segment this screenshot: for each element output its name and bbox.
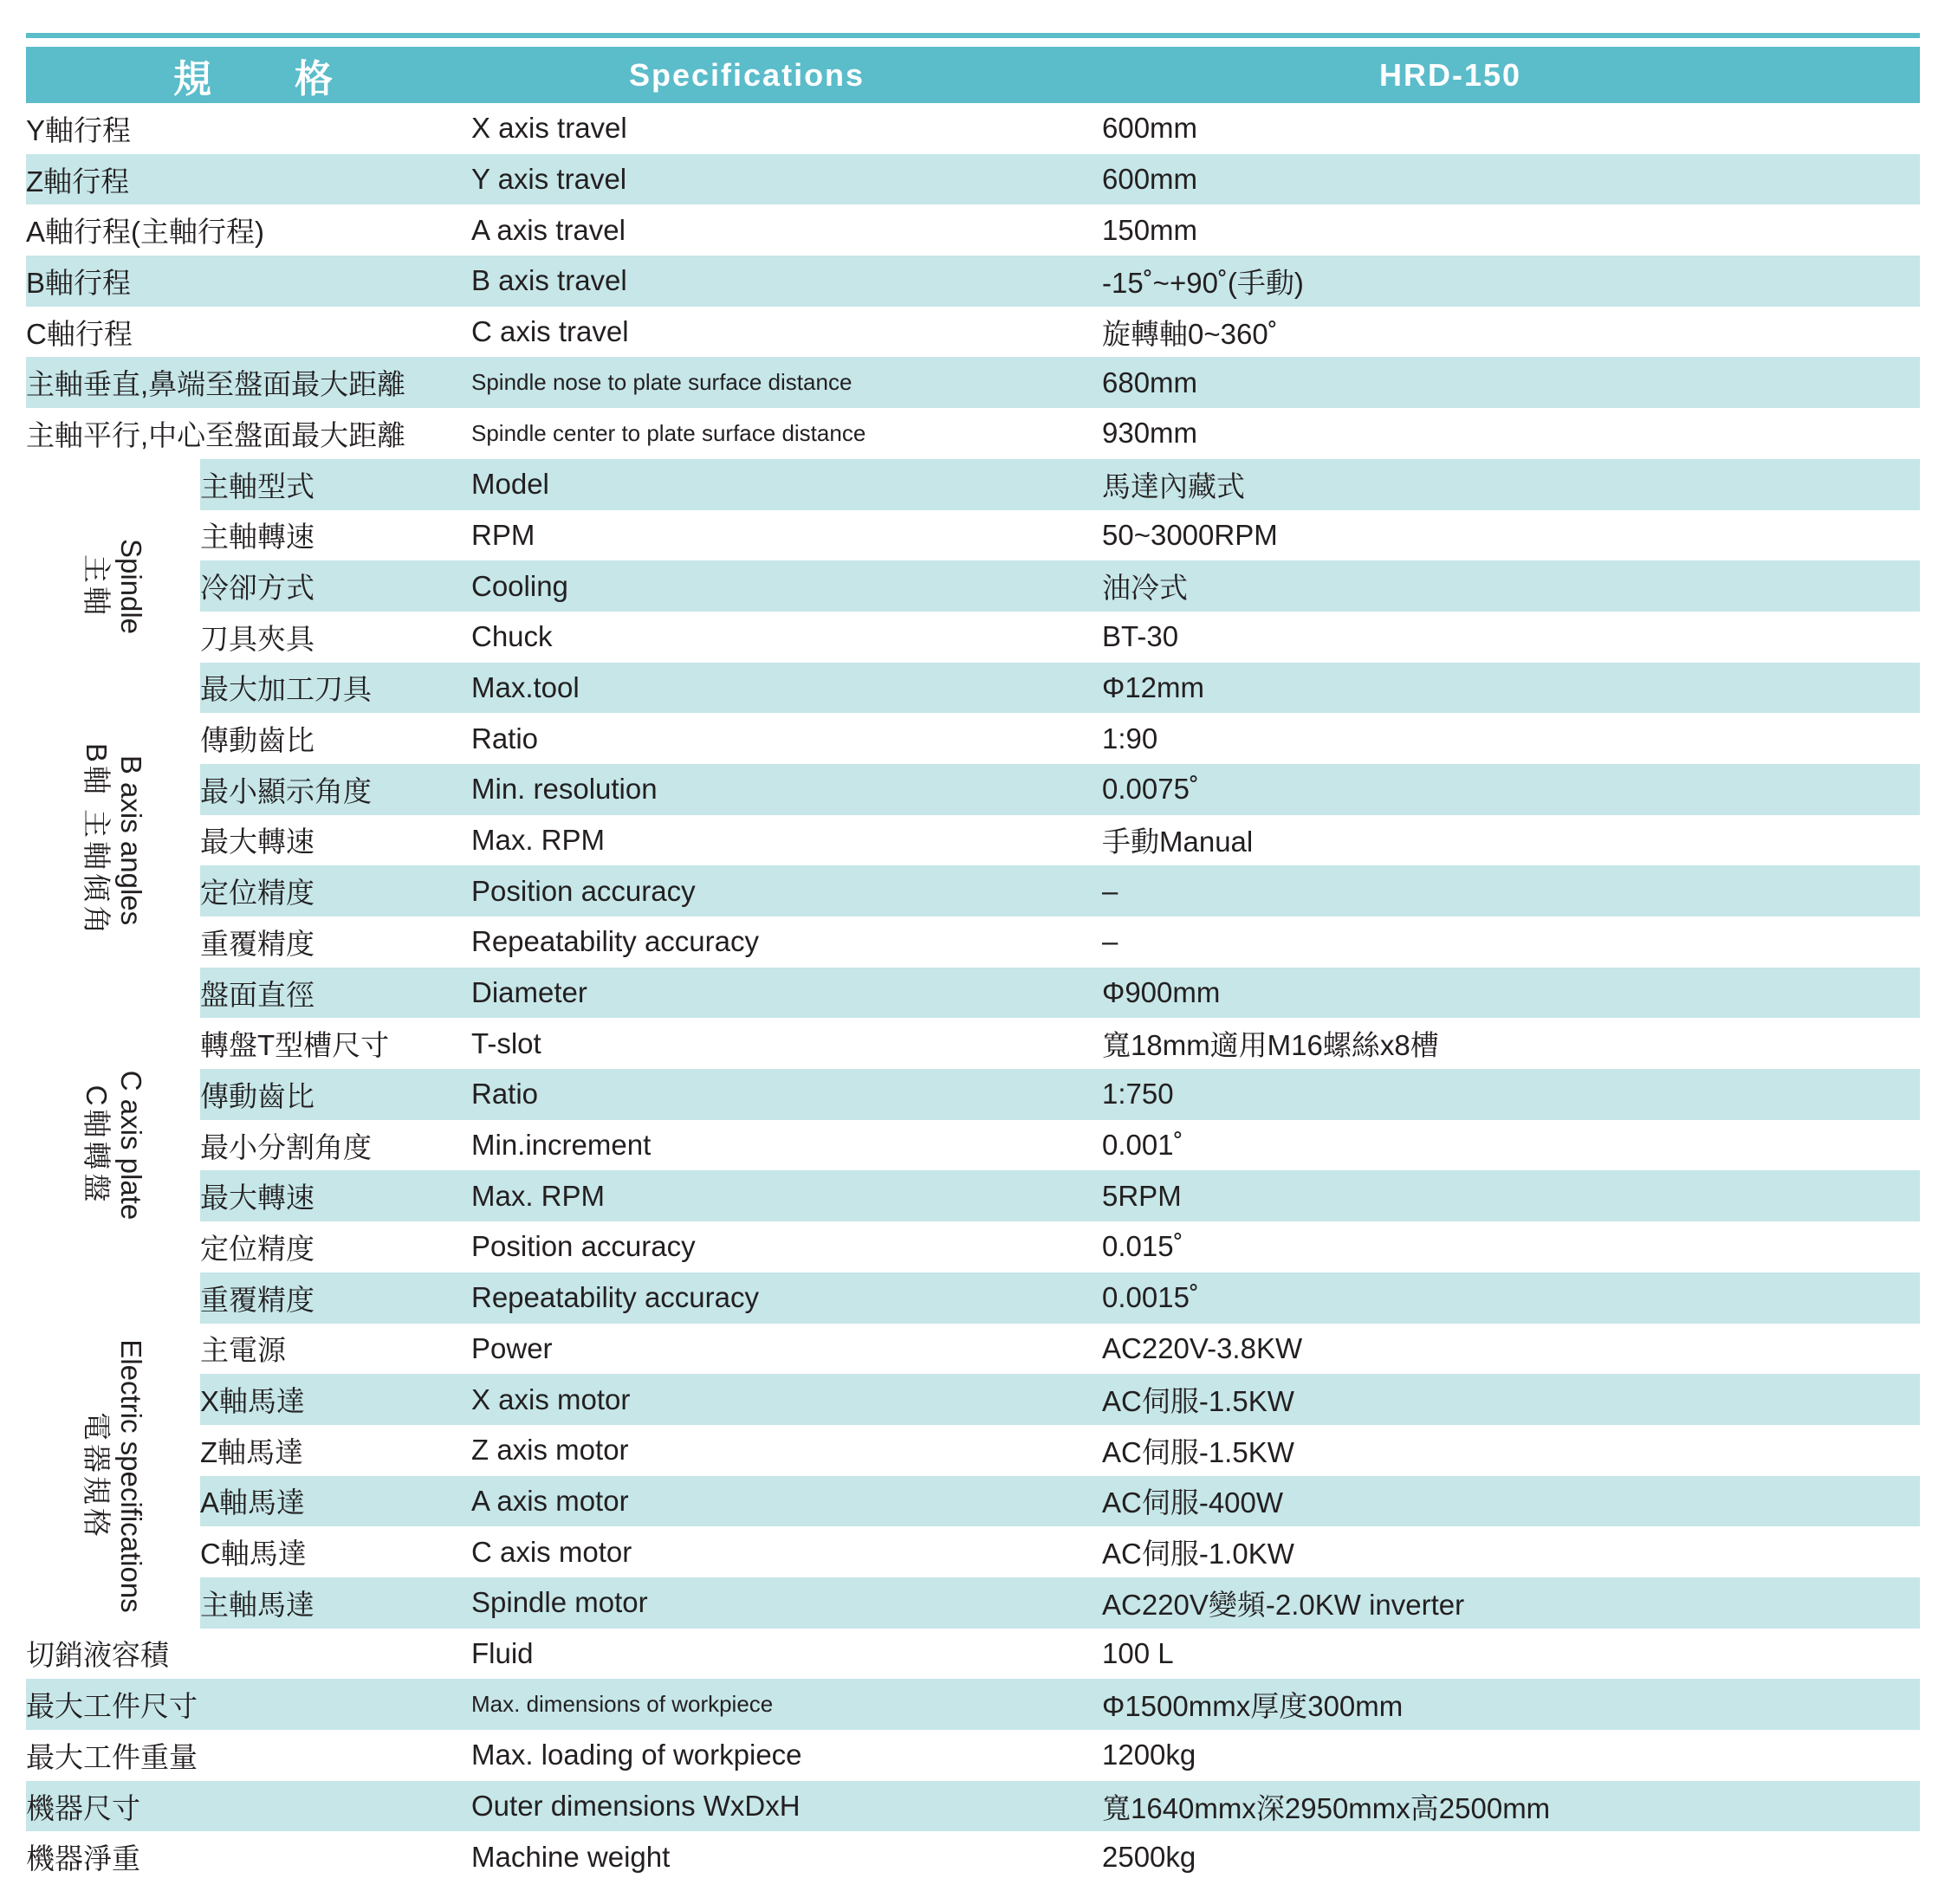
- spec-value: AC伺服-400W: [1102, 1476, 1920, 1527]
- spec-zh: 定位精度: [200, 1232, 314, 1265]
- spec-value: AC伺服-1.0KW: [1102, 1538, 1294, 1570]
- spec-zh: 冷卻方式: [200, 560, 471, 612]
- spec-en: Min.increment: [471, 1129, 652, 1162]
- group-label-electric: Electric specifications 電器規格: [26, 1324, 200, 1629]
- spec-en: C axis motor: [471, 1535, 632, 1568]
- spec-en: Y axis travel: [471, 154, 1102, 205]
- table-row: [26, 1273, 1920, 1324]
- spec-en: Max.tool: [471, 663, 1102, 714]
- spec-value: AC伺服-1.5KW: [1102, 1374, 1920, 1425]
- spec-en: Ratio: [471, 1069, 1102, 1120]
- spec-en: A axis travel: [471, 213, 626, 246]
- spec-en: Position accuracy: [471, 1230, 696, 1263]
- spec-zh: 機器尺寸: [26, 1781, 471, 1832]
- table-row: [26, 1577, 1920, 1629]
- table-row: [26, 1526, 1920, 1577]
- table-row: [26, 1679, 1920, 1730]
- table-row: [26, 307, 1920, 358]
- spec-value: 600mm: [1102, 112, 1198, 145]
- spec-value: 1:750: [1102, 1069, 1920, 1120]
- spec-value: AC伺服-1.5KW: [1102, 1435, 1294, 1468]
- spec-value: 寬1640mmx深2950mmx高2500mm: [1102, 1781, 1920, 1832]
- spec-zh: C軸馬達: [200, 1538, 307, 1570]
- spec-table: [26, 47, 1920, 1882]
- spec-zh: 盤面直徑: [200, 968, 471, 1019]
- spec-en: Position accuracy: [471, 865, 1102, 916]
- table-row: [26, 1069, 1920, 1120]
- spec-en: Max. loading of workpiece: [471, 1739, 802, 1771]
- spec-value: 100 L: [1102, 1636, 1174, 1669]
- header-row: [26, 47, 1920, 103]
- spec-zh: 最小顯示角度: [200, 764, 471, 815]
- spec-en: Min. resolution: [471, 764, 1102, 815]
- table-row: [26, 357, 1920, 408]
- spec-value: 0.0015˚: [1102, 1273, 1920, 1324]
- spec-zh: 主軸馬達: [200, 1577, 471, 1629]
- header-specifications: Specifications: [471, 47, 1102, 103]
- spec-zh: B軸行程: [26, 256, 471, 307]
- table-row: [26, 815, 1920, 866]
- table-row: [26, 1730, 1920, 1781]
- table-row: [26, 1170, 1920, 1221]
- table-row: [26, 560, 1920, 612]
- table-row: [26, 1018, 1920, 1069]
- spec-value: –: [1102, 925, 1118, 958]
- spec-zh: 主軸垂直,鼻端至盤面最大距離: [26, 357, 471, 408]
- spec-zh: A軸馬達: [200, 1476, 471, 1527]
- spec-zh: Z軸行程: [26, 154, 471, 205]
- spec-value: 680mm: [1102, 357, 1920, 408]
- spec-en: Fluid: [471, 1636, 534, 1669]
- spec-zh: 傳動齒比: [200, 1069, 471, 1120]
- table-row: [26, 1629, 1920, 1680]
- table-row: [26, 1120, 1920, 1171]
- spec-en: Max. dimensions of workpiece: [471, 1679, 1102, 1730]
- spec-value: 0.015˚: [1102, 1230, 1183, 1263]
- table-row: [26, 103, 1920, 154]
- spec-value: 50~3000RPM: [1102, 518, 1278, 551]
- spec-en: X axis motor: [471, 1374, 1102, 1425]
- table-row: [26, 764, 1920, 815]
- table-row: [26, 204, 1920, 256]
- spec-zh: 主軸轉速: [200, 521, 314, 554]
- spec-en: C axis travel: [471, 315, 629, 348]
- group-label-c-axis: C axis plate C軸轉盤: [26, 968, 200, 1324]
- spec-value: 930mm: [1102, 417, 1198, 450]
- table-row: [26, 663, 1920, 714]
- spec-zh: 最大工件尺寸: [26, 1679, 471, 1730]
- spec-value: 馬達內藏式: [1102, 459, 1920, 510]
- spec-zh: 機器淨重: [26, 1842, 140, 1875]
- spec-value: AC220V-3.8KW: [1102, 1331, 1303, 1364]
- table-row: [26, 865, 1920, 916]
- spec-zh: 主軸型式: [200, 459, 471, 510]
- spec-en: Max. RPM: [471, 1170, 1102, 1221]
- spec-value: AC220V變頻-2.0KW inverter: [1102, 1577, 1920, 1629]
- spec-zh: 重覆精度: [200, 1273, 471, 1324]
- table-row: [26, 1425, 1920, 1476]
- spec-en: Max. RPM: [471, 823, 606, 856]
- spec-value: 5RPM: [1102, 1170, 1920, 1221]
- spec-en: Z axis motor: [471, 1434, 629, 1467]
- spec-zh: 最大工件重量: [26, 1740, 198, 1773]
- top-accent-rule: [26, 33, 1920, 38]
- header-zh: 規 格: [26, 47, 471, 103]
- spec-en: Spindle nose to plate surface distance: [471, 357, 1102, 408]
- spec-zh: 定位精度: [200, 865, 471, 916]
- spec-value: 油冷式: [1102, 560, 1920, 612]
- spec-value: 600mm: [1102, 154, 1920, 205]
- spec-value: 寬18mm適用M16螺絲x8槽: [1102, 1029, 1439, 1062]
- spec-zh: 重覆精度: [200, 927, 314, 960]
- spec-value: 1:90: [1102, 722, 1158, 754]
- header-model: HRD-150: [1102, 47, 1920, 103]
- spec-value: -15˚~+90˚(手動): [1102, 256, 1920, 307]
- spec-value: 旋轉軸0~360˚: [1102, 317, 1278, 350]
- spec-en: Model: [471, 459, 1102, 510]
- spec-en: Chuck: [471, 620, 553, 653]
- spec-value: –: [1102, 865, 1920, 916]
- spec-zh: 轉盤T型槽尺寸: [200, 1029, 390, 1062]
- spec-zh: 主電源: [200, 1334, 286, 1367]
- table-row: [26, 968, 1920, 1019]
- spec-value: 2500kg: [1102, 1840, 1196, 1873]
- spec-en: Repeatability accuracy: [471, 1273, 1102, 1324]
- group-label-b-axis: B axis angles B軸 主軸傾角: [26, 713, 200, 967]
- spec-zh: A軸行程(主軸行程): [26, 216, 264, 249]
- table-row: [26, 256, 1920, 307]
- spec-zh: 最小分割角度: [200, 1130, 372, 1163]
- spec-zh: Y軸行程: [26, 113, 132, 146]
- table-row: [26, 612, 1920, 663]
- spec-zh: 刀具夾具: [200, 622, 314, 655]
- table-row: [26, 1374, 1920, 1425]
- spec-zh: 傳動齒比: [200, 724, 314, 757]
- table-row: [26, 1476, 1920, 1527]
- spec-zh: 最大加工刀具: [200, 663, 471, 714]
- spec-en: Cooling: [471, 560, 1102, 612]
- spec-zh: C軸行程: [26, 317, 133, 350]
- spec-value: BT-30: [1102, 620, 1179, 653]
- table-row: [26, 916, 1920, 968]
- table-row: [26, 459, 1920, 510]
- spec-en: Power: [471, 1331, 553, 1364]
- spec-value: 1200kg: [1102, 1739, 1196, 1771]
- spec-zh: Z軸馬達: [200, 1435, 304, 1468]
- spec-en: Machine weight: [471, 1840, 671, 1873]
- spec-value: Φ1500mmx厚度300mm: [1102, 1679, 1920, 1730]
- spec-en: Repeatability accuracy: [471, 925, 759, 958]
- spec-value: 0.001˚: [1102, 1129, 1183, 1162]
- table-row: [26, 713, 1920, 764]
- spec-en: B axis travel: [471, 256, 1102, 307]
- spec-zh: 最大轉速: [200, 1170, 471, 1221]
- spec-value: Φ12mm: [1102, 663, 1920, 714]
- table-row: [26, 1781, 1920, 1832]
- spec-en: Spindle center to plate surface distance: [471, 419, 866, 446]
- spec-en: Spindle motor: [471, 1577, 1102, 1629]
- spec-en: RPM: [471, 518, 535, 551]
- spec-zh: 主軸平行,中心至盤面最大距離: [26, 418, 406, 451]
- spec-en: T-slot: [471, 1026, 541, 1059]
- spec-value: Φ900mm: [1102, 968, 1920, 1019]
- table-row: [26, 1831, 1920, 1882]
- spec-zh: 最大轉速: [200, 826, 314, 858]
- spec-en: Outer dimensions WxDxH: [471, 1781, 1102, 1832]
- table-row: [26, 510, 1920, 561]
- group-label-spindle: Spindle 主軸: [26, 459, 200, 713]
- spec-zh: 切銷液容積: [26, 1639, 169, 1672]
- spec-en: Ratio: [471, 722, 539, 754]
- spec-value: 150mm: [1102, 213, 1198, 246]
- table-row: [26, 1221, 1920, 1273]
- spec-value: 手動Manual: [1102, 826, 1254, 858]
- spec-zh: X軸馬達: [200, 1374, 471, 1425]
- table-row: [26, 1324, 1920, 1375]
- spec-en: X axis travel: [471, 112, 627, 145]
- table-row: [26, 154, 1920, 205]
- spec-en: Diameter: [471, 968, 1102, 1019]
- spec-en: A axis motor: [471, 1476, 1102, 1527]
- table-row: [26, 408, 1920, 459]
- spec-value: 0.0075˚: [1102, 764, 1920, 815]
